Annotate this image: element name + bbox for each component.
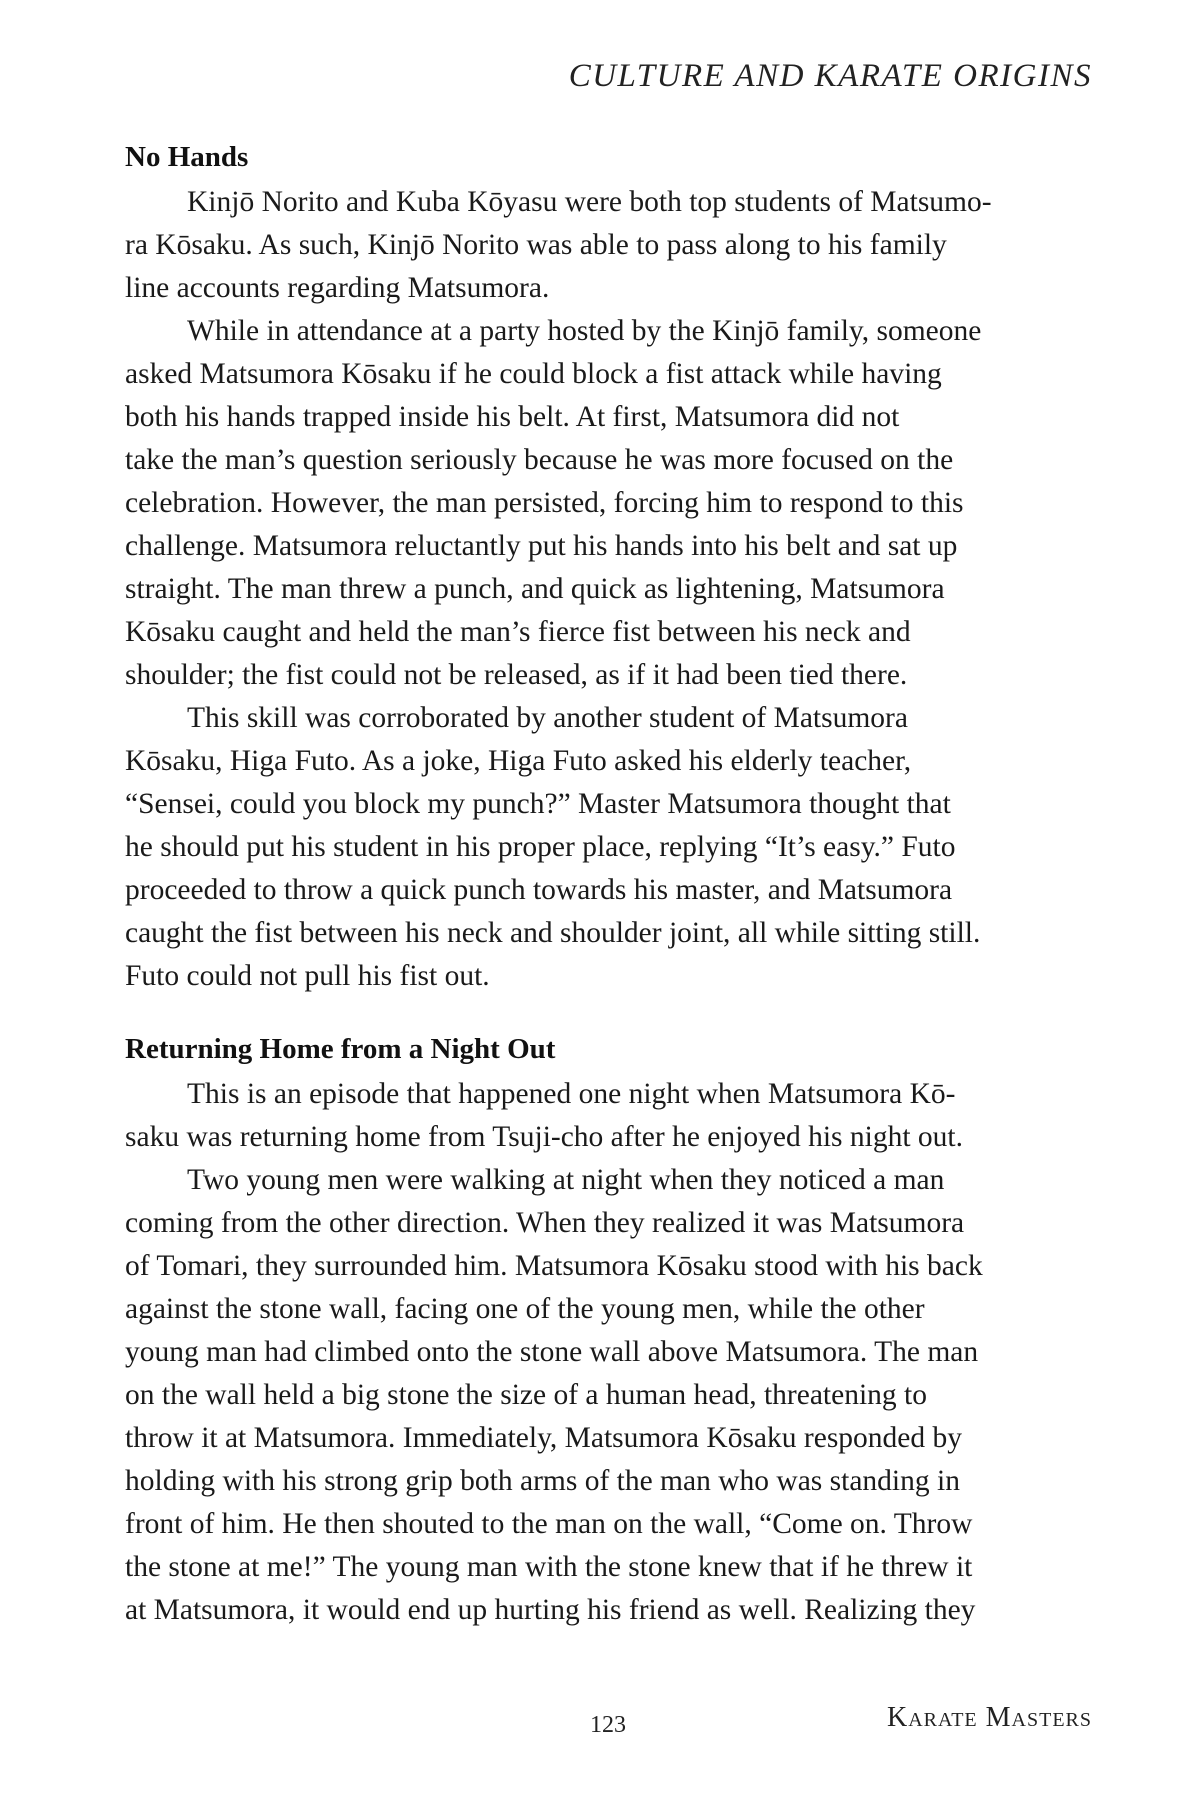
text-line: both his hands trapped inside his belt. At first, Matsumora did not [125, 401, 900, 433]
text-line: throw it at Matsumora. Immediately, Matsumora Kōsaku responded by [125, 1422, 963, 1454]
text-line: saku was returning home from Tsuji-cho after he enjoyed his night out. [125, 1121, 963, 1153]
text-line: against the stone wall, facing one of the young men, while the other [125, 1293, 925, 1325]
text-line: the stone at me!” The young man with the stone knew that if he threw it [125, 1551, 973, 1583]
text-line: Futo could not pull his fist out. [125, 960, 490, 992]
text-line: proceeded to throw a quick punch towards his master, and Matsumora [125, 874, 953, 906]
text-line: of Tomari, they surrounded him. Matsumora Kōsaku stood with his back [125, 1250, 983, 1282]
page-number: 123 [590, 1712, 626, 1738]
text-line: young man had climbed onto the stone wall above Matsumora. The man [125, 1336, 979, 1368]
text-line: line accounts regarding Matsumora. [125, 272, 550, 304]
text-line: on the wall held a big stone the size of a human head, threatening to [125, 1379, 927, 1411]
section-heading: No Hands [125, 141, 249, 173]
text-line: Kōsaku, Higa Futo. As a joke, Higa Futo asked his elderly teacher, [125, 745, 912, 777]
section-text [125, 1073, 1095, 1632]
text-line: holding with his strong grip both arms of the man who was standing in [125, 1465, 960, 1497]
text-line: This is an episode that happened one night when Matsumora Kō- [187, 1078, 956, 1110]
text-line: shoulder; the fist could not be released, as if it had been tied there. [125, 659, 908, 691]
text-line: caught the fist between his neck and shoulder joint, all while sitting still. [125, 917, 981, 949]
running-header: CULTURE AND KARATE ORIGINS [568, 58, 1092, 94]
text-line: “Sensei, could you block my punch?” Master Matsumora thought that [125, 788, 951, 820]
text-line: take the man’s question seriously because he was more focused on the [125, 444, 954, 476]
text-line: coming from the other direction. When they realized it was Matsumora [125, 1207, 965, 1239]
text-line: Kinjō Norito and Kuba Kōyasu were both top students of Matsumo- [187, 186, 992, 218]
section-heading: Returning Home from a Night Out [125, 1033, 556, 1065]
text-line: challenge. Matsumora reluctantly put his hands into his belt and sat up [125, 530, 958, 562]
text-line: at Matsumora, it would end up hurting his friend as well. Realizing they [125, 1594, 976, 1626]
text-line: asked Matsumora Kōsaku if he could block a fist attack while having [125, 358, 942, 390]
footer-book-title: Karate Masters [886, 1702, 1092, 1733]
section-text [125, 181, 1095, 998]
text-line: While in attendance at a party hosted by the Kinjō family, someone [187, 315, 982, 347]
text-line: straight. The man threw a punch, and quick as lightening, Matsumora [125, 573, 945, 605]
text-line: Kōsaku caught and held the man’s fierce fist between his neck and [125, 616, 911, 648]
text-line: This skill was corroborated by another student of Matsumora [187, 702, 908, 734]
text-line: celebration. However, the man persisted, forcing him to respond to this [125, 487, 964, 519]
text-line: he should put his student in his proper place, replying “It’s easy.” Futo [125, 831, 956, 863]
text-line: Two young men were walking at night when they noticed a man [187, 1164, 945, 1196]
text-line: front of him. He then shouted to the man on the wall, “Come on. Throw [125, 1508, 973, 1540]
page-body [125, 136, 1095, 1632]
text-line: ra Kōsaku. As such, Kinjō Norito was able to pass along to his family [125, 229, 947, 261]
